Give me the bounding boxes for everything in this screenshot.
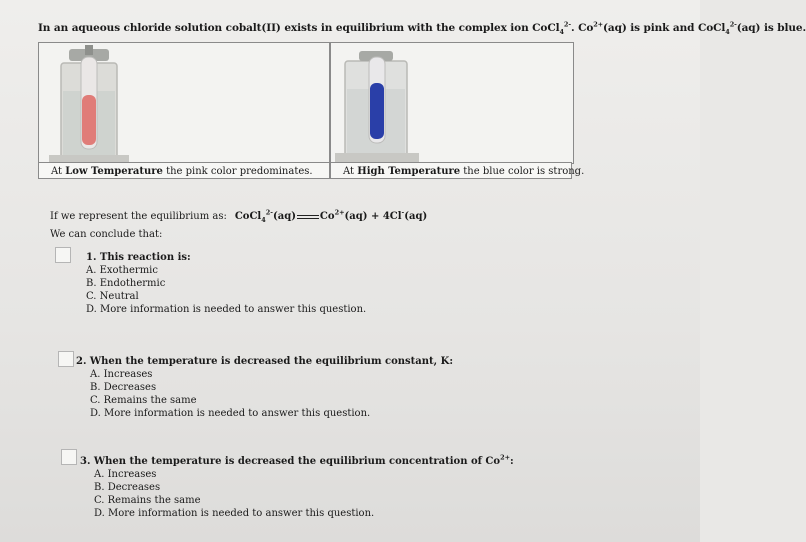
question-2: [76, 356, 453, 419]
high-temperature-image-panel: [330, 42, 574, 164]
question-title: 2. When the temperature is decreased the equilibrium constant, K:: [76, 356, 454, 367]
intro-text: In an aqueous chloride solution cobalt(II) exists in equilibrium with the complex ion CoCl$_4^{2-}$. $Co^{2+}(aq)$ is pink and CoCl$_4^{2-}$(aq) is blue.: [38, 20, 806, 37]
option-a[interactable]: A. Increases: [94, 469, 157, 480]
option-a[interactable]: A. Exothermic: [86, 265, 158, 276]
question-title: 1. This reaction is:: [86, 252, 191, 263]
option-b[interactable]: B. Endothermic: [86, 278, 166, 289]
question-3: [80, 453, 514, 519]
question-1: [86, 252, 366, 315]
option-c[interactable]: C. Remains the same: [90, 395, 197, 406]
pink-test-tube-photo: [39, 43, 329, 163]
question-1-checkbox[interactable]: [55, 247, 71, 263]
question-2-checkbox[interactable]: [58, 351, 74, 367]
conclude-text: We can conclude that:: [50, 229, 163, 240]
question-3-checkbox[interactable]: [61, 449, 77, 465]
high-temperature-caption: At High Temperature the blue color is strong.: [330, 162, 572, 179]
option-d[interactable]: D. More information is needed to answer this question.: [86, 304, 367, 315]
equilibrium-arrow-icon: [297, 215, 319, 219]
option-a[interactable]: A. Increases: [90, 369, 153, 380]
option-c[interactable]: C. Neutral: [86, 291, 139, 302]
blue-solution: [370, 83, 384, 139]
equilibrium-equation: If we represent the equilibrium as: CoCl$_4^{2-}$(aq) $Co^{2+}(aq) + 4Cl^-(aq)$: [50, 208, 428, 224]
option-d[interactable]: D. More information is needed to answer this question.: [90, 408, 371, 419]
option-b[interactable]: B. Decreases: [94, 482, 161, 493]
low-temperature-caption: At Low Temperature the pink color predominates.: [38, 162, 330, 179]
option-d[interactable]: D. More information is needed to answer this question.: [94, 508, 375, 519]
blue-test-tube-photo: [331, 43, 573, 163]
option-c[interactable]: C. Remains the same: [94, 495, 201, 506]
low-temperature-image-panel: [38, 42, 330, 164]
question-title: 3. When the temperature is decreased the equilibrium concentration of $Co^{2+}$:: [80, 453, 514, 467]
pink-solution: [82, 95, 96, 145]
option-b[interactable]: B. Decreases: [90, 382, 157, 393]
